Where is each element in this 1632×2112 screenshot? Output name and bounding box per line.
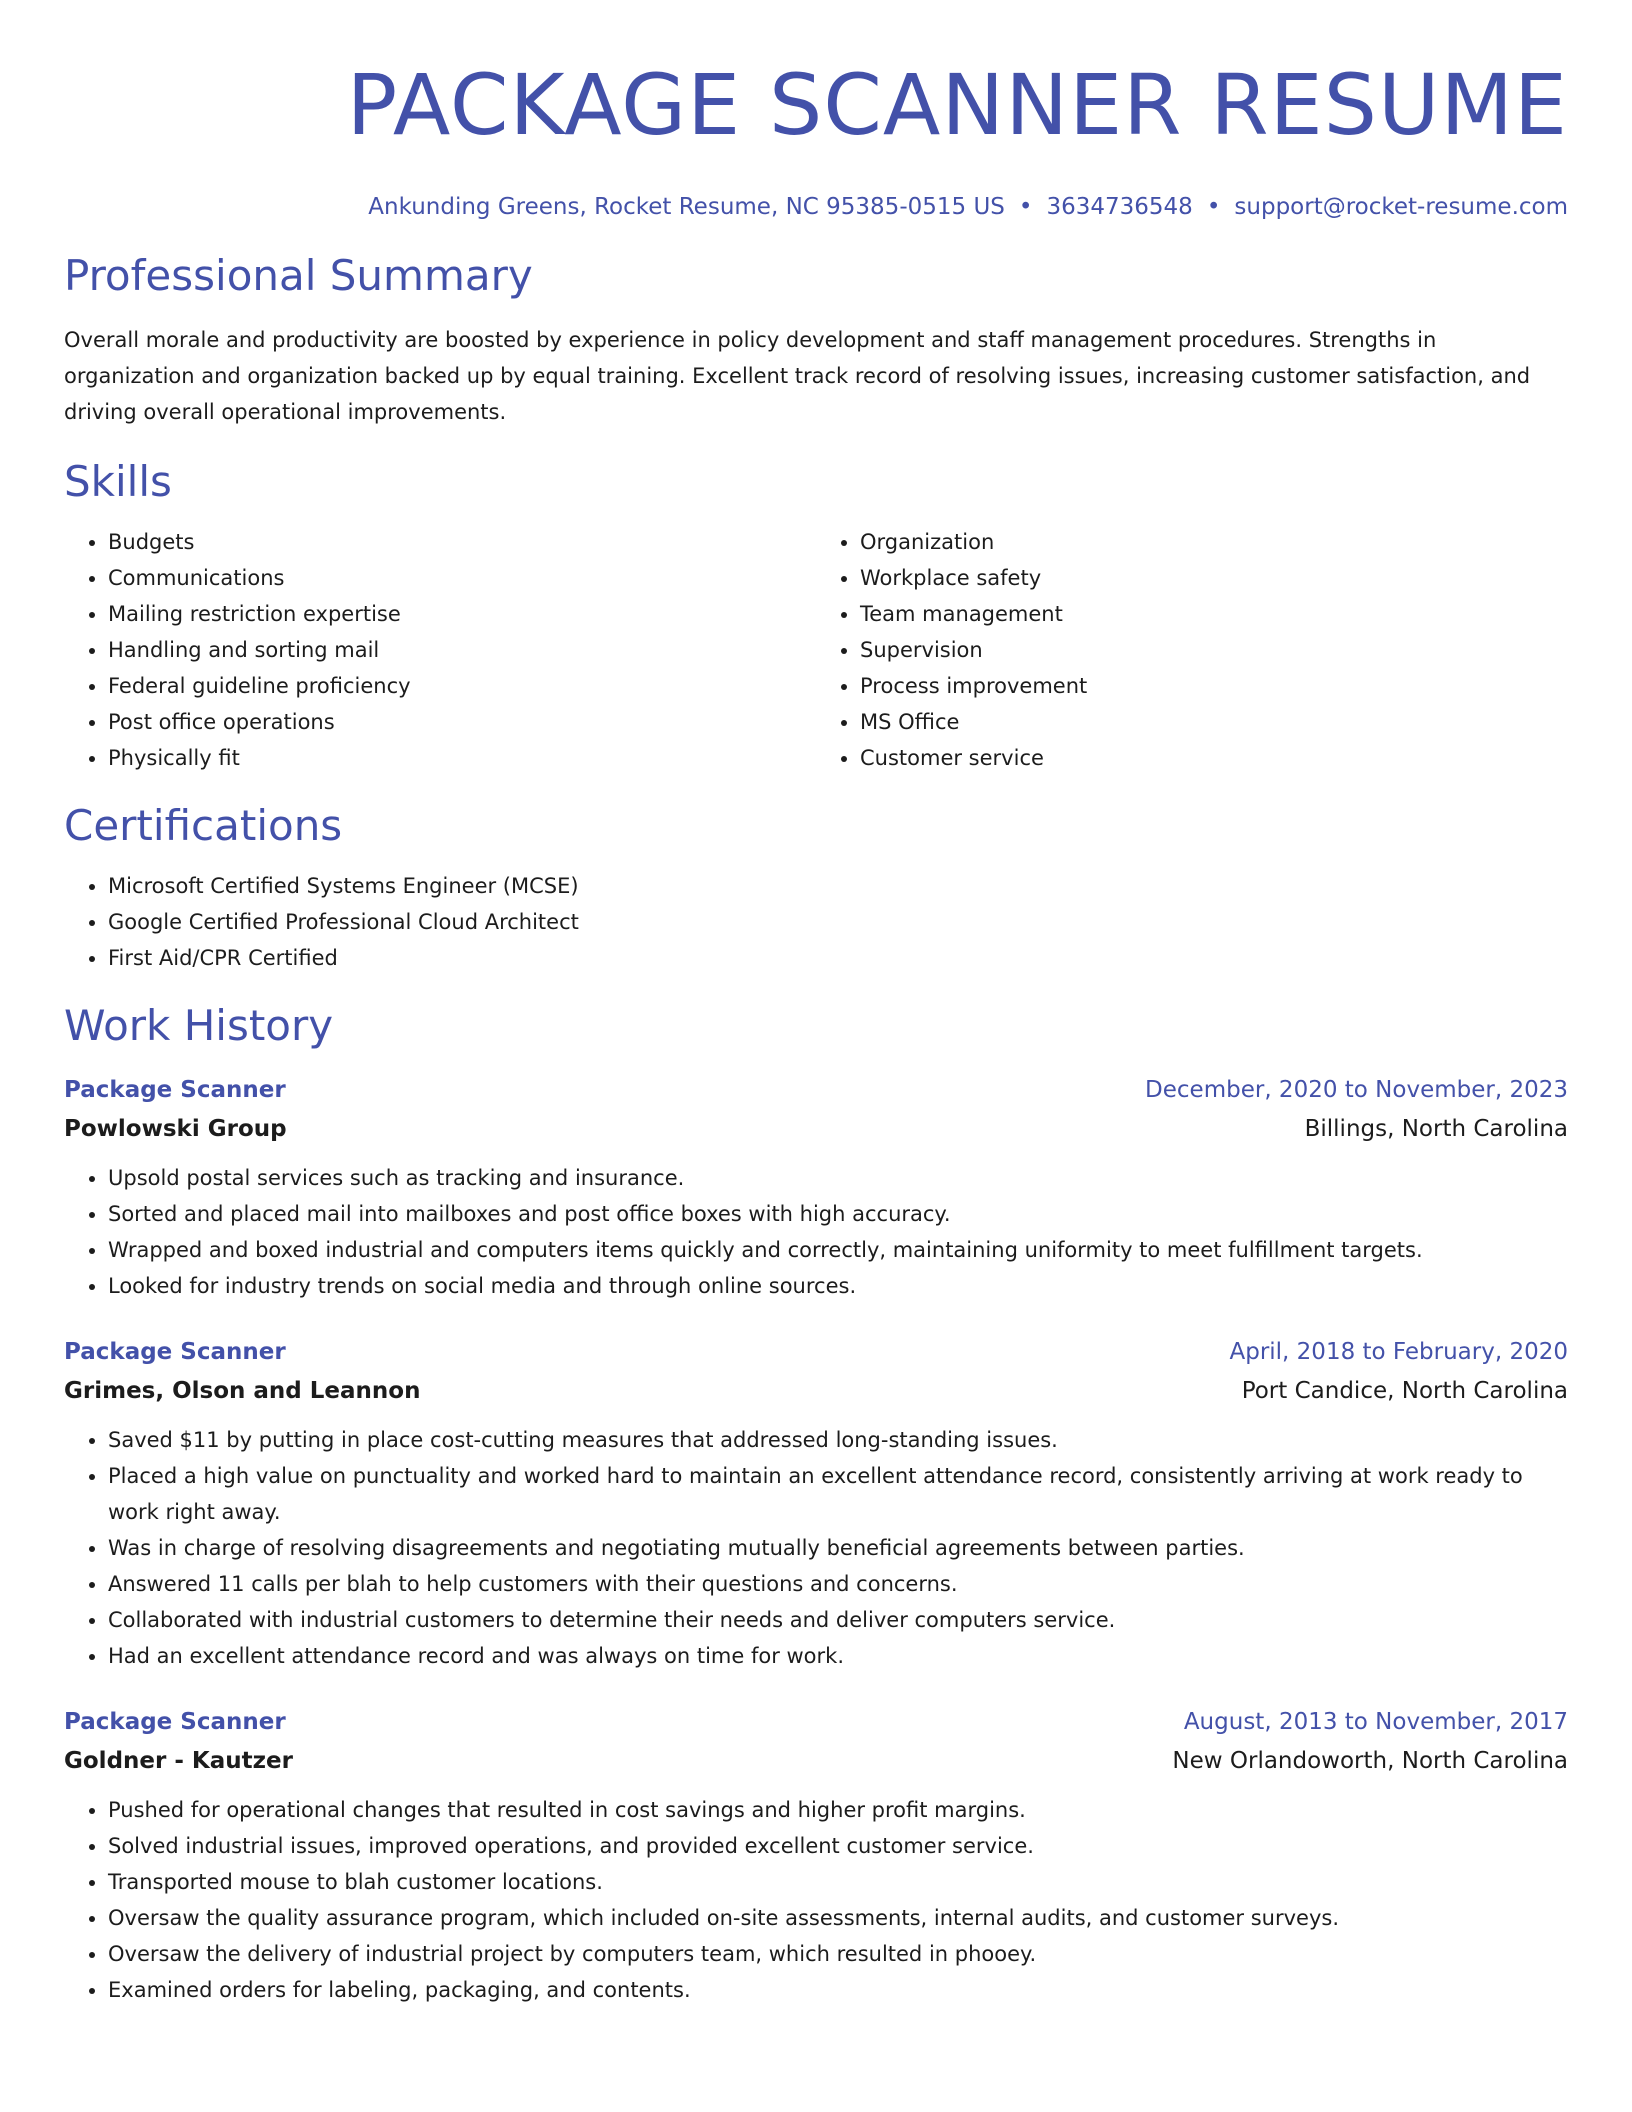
job-entry: [64, 1334, 1568, 1674]
job-bullet: • Solved industrial issues, improved operations, and provided excellent customer service.: [108, 1828, 1568, 1864]
contact-separator: •: [1206, 194, 1221, 220]
summary-heading: Professional Summary: [64, 251, 533, 300]
job-dates: April, 2018 to February, 2020: [1229, 1339, 1568, 1365]
summary-text: Overall morale and productivity are boosted by experience in policy development and staff management procedures. Strengths in organization and organization backed up by equal training. Excellent track record of resolving issues, increasing customer satisfaction, and driving overall operational improvements.: [64, 328, 1531, 424]
job-title: Package Scanner: [64, 1339, 286, 1365]
job-bullet: • Answered 11 calls per blah to help customers with their questions and concerns.: [108, 1566, 1568, 1602]
job-entry: [64, 1704, 1568, 2008]
job-entry: [64, 1072, 1568, 1304]
skills-column-left: [64, 524, 816, 776]
skill-item: • Organization: [860, 524, 1568, 560]
job-bullet: • Saved $11 by putting in place cost-cutting measures that addressed long-standing issues.: [108, 1422, 1568, 1458]
resume-name: PACKAGE SCANNER RESUME: [346, 56, 1568, 154]
skill-item: • Budgets: [108, 524, 816, 560]
skill-item: • Process improvement: [860, 668, 1568, 704]
certification-item: • First Aid/CPR Certified: [108, 940, 1568, 976]
contact-line: [64, 192, 1568, 222]
certification-item: • Microsoft Certified Systems Engineer (MCSE): [108, 868, 1568, 904]
certifications-heading: Certifications: [64, 801, 343, 850]
skill-item: • Post office operations: [108, 704, 816, 740]
skill-item: • MS Office: [860, 704, 1568, 740]
job-bullet: • Looked for industry trends on social media and through online sources.: [108, 1268, 1568, 1304]
job-location: Billings, North Carolina: [1304, 1116, 1568, 1142]
contact-phone: 3634736548: [1046, 194, 1193, 220]
job-company: Goldner - Kautzer: [64, 1748, 293, 1774]
certification-item: • Google Certified Professional Cloud Architect: [108, 904, 1568, 940]
job-location: New Orlandoworth, North Carolina: [1172, 1748, 1568, 1774]
skill-item: • Mailing restriction expertise: [108, 596, 816, 632]
skill-item: • Handling and sorting mail: [108, 632, 816, 668]
job-bullets: [64, 1792, 1568, 2008]
contact-address: Ankunding Greens, Rocket Resume, NC 95385-0515 US: [368, 194, 1005, 220]
skill-item: • Team management: [860, 596, 1568, 632]
job-company: Grimes, Olson and Leannon: [64, 1378, 421, 1404]
certifications-list: [64, 868, 1568, 976]
job-bullet: • Transported mouse to blah customer locations.: [108, 1864, 1568, 1900]
job-bullet: • Collaborated with industrial customers to determine their needs and deliver computers service.: [108, 1602, 1568, 1638]
contact-separator: •: [1018, 194, 1033, 220]
job-location: Port Candice, North Carolina: [1241, 1378, 1568, 1404]
job-bullet: • Upsold postal services such as tracking and insurance.: [108, 1160, 1568, 1196]
skill-item: • Supervision: [860, 632, 1568, 668]
job-bullet: • Sorted and placed mail into mailboxes and post office boxes with high accuracy.: [108, 1196, 1568, 1232]
job-bullet: • Wrapped and boxed industrial and computers items quickly and correctly, maintaining uniformity to meet fulfillment targets.: [108, 1232, 1568, 1268]
job-dates: December, 2020 to November, 2023: [1145, 1077, 1568, 1103]
skills-heading: Skills: [64, 457, 172, 506]
skill-item: • Workplace safety: [860, 560, 1568, 596]
skill-item: • Federal guideline proficiency: [108, 668, 816, 704]
job-bullet: • Placed a high value on punctuality and worked hard to maintain an excellent attendance record, consistently arriving at work ready to work right away.: [108, 1458, 1568, 1530]
job-bullet: • Oversaw the delivery of industrial project by computers team, which resulted in phooey.: [108, 1936, 1568, 1972]
skills-list: [64, 508, 1568, 776]
contact-email[interactable]: support@rocket-resume.com: [1234, 194, 1568, 220]
job-bullet: • Had an excellent attendance record and was always on time for work.: [108, 1638, 1568, 1674]
job-bullet: • Oversaw the quality assurance program, which included on-site assessments, internal audits, and customer surveys.: [108, 1900, 1568, 1936]
skill-item: • Customer service: [860, 740, 1568, 776]
job-bullets: [64, 1422, 1568, 1674]
job-title: Package Scanner: [64, 1077, 286, 1103]
job-title: Package Scanner: [64, 1709, 286, 1735]
work-history-heading: Work History: [64, 1001, 334, 1050]
skills-column-right: [816, 524, 1568, 776]
job-bullets: [64, 1160, 1568, 1304]
skill-item: • Communications: [108, 560, 816, 596]
job-dates: August, 2013 to November, 2017: [1183, 1709, 1568, 1735]
skill-item: • Physically fit: [108, 740, 816, 776]
job-bullet: • Pushed for operational changes that resulted in cost savings and higher profit margins.: [108, 1792, 1568, 1828]
job-company: Powlowski Group: [64, 1116, 287, 1142]
job-bullet: • Examined orders for labeling, packaging, and contents.: [108, 1972, 1568, 2008]
job-bullet: • Was in charge of resolving disagreements and negotiating mutually beneficial agreements between parties.: [108, 1530, 1568, 1566]
